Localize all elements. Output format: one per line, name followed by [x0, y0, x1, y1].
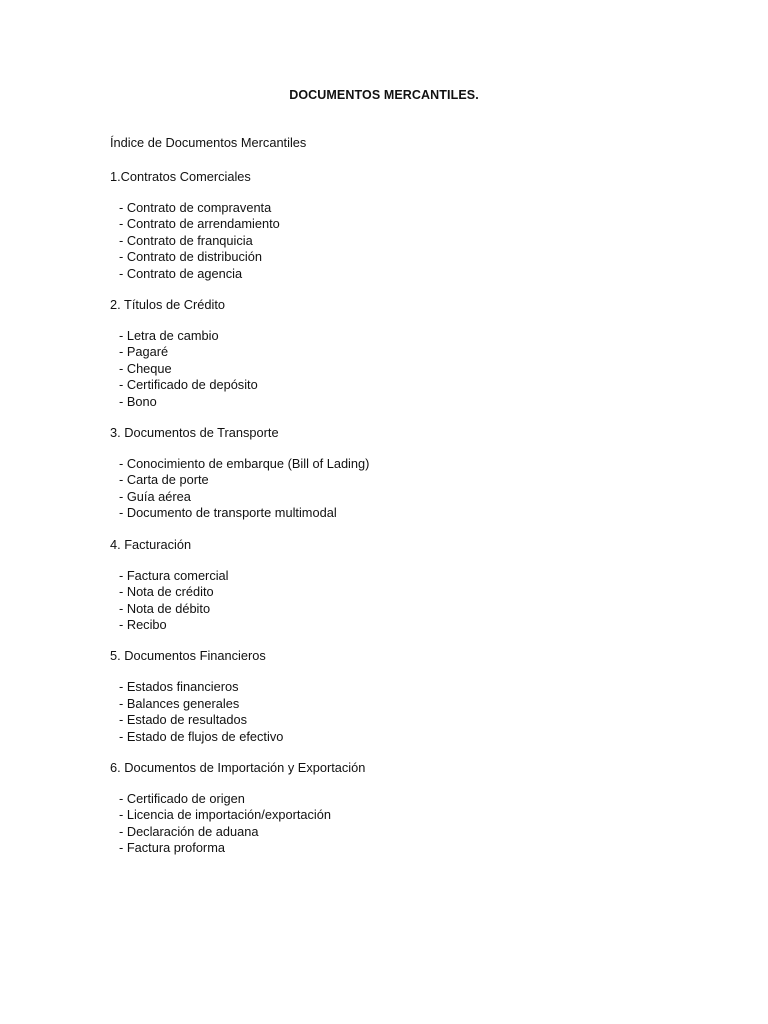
section-contratos-comerciales	[110, 168, 670, 282]
list-item: - Carta de porte	[119, 472, 670, 488]
list-item: - Certificado de origen	[119, 791, 670, 807]
section-documentos-financieros	[110, 647, 670, 745]
section-importacion-exportacion	[110, 759, 670, 857]
section-facturacion	[110, 536, 670, 634]
list-item: - Cheque	[119, 361, 670, 377]
list-item: - Contrato de arrendamiento	[119, 216, 670, 232]
section-heading: 5. Documentos Financieros	[110, 648, 266, 664]
list-item: - Declaración de aduana	[119, 824, 670, 840]
section-heading: 6. Documentos de Importación y Exportación	[110, 759, 366, 775]
document-body	[110, 134, 670, 871]
section-item-list	[110, 568, 670, 634]
section-heading: 2. Títulos de Crédito	[110, 297, 225, 313]
section-titulos-de-credito	[110, 296, 670, 410]
list-item: - Guía aérea	[119, 489, 670, 505]
document-title: DOCUMENTOS MERCANTILES.	[289, 88, 479, 102]
section-heading: 3. Documentos de Transporte	[110, 425, 279, 441]
list-item: - Certificado de depósito	[119, 377, 670, 393]
index-heading: Índice de Documentos Mercantiles	[110, 135, 307, 150]
list-item: - Licencia de importación/exportación	[119, 807, 670, 823]
list-item: - Contrato de compraventa	[119, 200, 670, 216]
section-item-list	[110, 791, 670, 857]
list-item: - Contrato de agencia	[119, 266, 670, 282]
list-item: - Nota de crédito	[119, 584, 670, 600]
list-item: - Balances generales	[119, 696, 670, 712]
section-documentos-de-transporte	[110, 424, 670, 522]
list-item: - Letra de cambio	[119, 328, 670, 344]
list-item: - Nota de débito	[119, 601, 670, 617]
list-item: - Recibo	[119, 617, 670, 633]
list-item: - Contrato de distribución	[119, 249, 670, 265]
list-item: - Factura comercial	[119, 568, 670, 584]
list-item: - Conocimiento de embarque (Bill of Lading)	[119, 456, 670, 472]
list-item: - Estado de resultados	[119, 712, 670, 728]
section-item-list	[110, 200, 670, 282]
list-item: - Pagaré	[119, 344, 670, 360]
section-heading: 1.Contratos Comerciales	[110, 169, 251, 184]
sections-container	[110, 168, 670, 857]
list-item: - Estado de flujos de efectivo	[119, 729, 670, 745]
list-item: - Documento de transporte multimodal	[119, 505, 670, 521]
list-item: - Bono	[119, 394, 670, 410]
section-item-list	[110, 328, 670, 410]
list-item: - Contrato de franquicia	[119, 233, 670, 249]
section-heading: 4. Facturación	[110, 536, 192, 552]
list-item: - Estados financieros	[119, 679, 670, 695]
section-item-list	[110, 679, 670, 745]
list-item: - Factura proforma	[119, 840, 670, 856]
section-item-list	[110, 456, 670, 522]
